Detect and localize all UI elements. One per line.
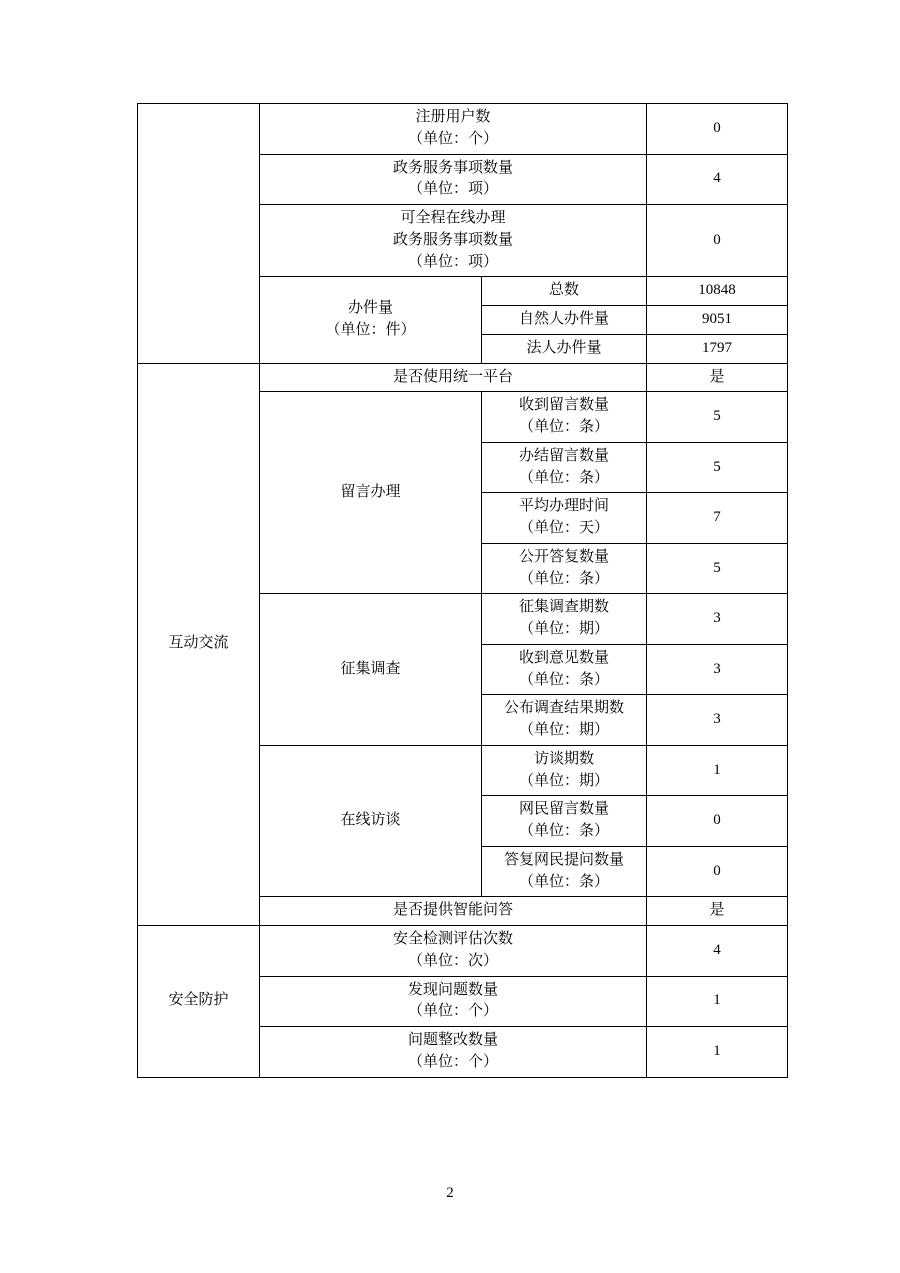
metric-label-line: 留言办理 bbox=[340, 483, 401, 500]
sub-metric-value: 1 bbox=[647, 745, 788, 796]
table-row bbox=[138, 926, 788, 977]
metric-label-group bbox=[260, 392, 482, 594]
metric-value: 1 bbox=[647, 1027, 788, 1078]
metric-label-line: 在线访谈 bbox=[340, 812, 401, 829]
sub-metric-label-line: 平均办理时间 bbox=[519, 498, 610, 515]
category-cell-security: 安全防护 bbox=[138, 926, 260, 1078]
metric-value: 是 bbox=[647, 363, 788, 392]
metric-label bbox=[260, 154, 647, 205]
sub-metric-label bbox=[482, 277, 647, 306]
metric-unit-line: （单位：个） bbox=[408, 1053, 499, 1070]
sub-metric-label-line: 总数 bbox=[549, 282, 580, 299]
sub-metric-value: 5 bbox=[647, 543, 788, 594]
sub-metric-label-line: 收到留言数量 bbox=[519, 397, 610, 414]
metric-label-line: 可全程在线办理 bbox=[400, 210, 506, 226]
sub-metric-unit-line: （单位：期） bbox=[519, 621, 610, 637]
sub-metric-label-line: 公开答复数量 bbox=[519, 548, 610, 565]
metric-unit-line: （单位：次） bbox=[408, 952, 499, 969]
metric-label-group bbox=[260, 594, 482, 746]
sub-metric-unit-line: （单位：期） bbox=[519, 722, 610, 738]
metric-label bbox=[260, 926, 647, 977]
table-row bbox=[138, 363, 788, 392]
sub-metric-unit-line: （单位：条） bbox=[519, 570, 610, 587]
sub-metric-value: 9051 bbox=[647, 306, 788, 335]
page-number: 2 bbox=[446, 1185, 454, 1201]
sub-metric-label bbox=[482, 392, 647, 443]
metric-unit-line: （单位：个） bbox=[408, 130, 499, 147]
metric-label-group bbox=[260, 277, 482, 363]
sub-metric-label bbox=[482, 306, 647, 335]
metric-label bbox=[260, 897, 647, 926]
metric-label bbox=[260, 104, 647, 155]
metric-label bbox=[260, 976, 647, 1027]
sub-metric-label-line: 公布调查结果期数 bbox=[504, 700, 625, 717]
metric-label-line: 注册用户数 bbox=[415, 109, 491, 125]
metric-value: 0 bbox=[647, 104, 788, 155]
sub-metric-label bbox=[482, 846, 647, 897]
metric-value: 4 bbox=[647, 926, 788, 977]
metric-label-line: 是否提供智能问答 bbox=[393, 902, 514, 919]
metric-label-line: 征集调查 bbox=[340, 660, 401, 677]
sub-metric-value: 5 bbox=[647, 392, 788, 443]
sub-metric-label-line: 访谈期数 bbox=[534, 750, 595, 767]
metric-unit-line: （单位：个） bbox=[408, 1003, 499, 1020]
metric-label bbox=[260, 205, 647, 277]
metric-value: 1 bbox=[647, 976, 788, 1027]
metric-label-line: 办件量 bbox=[347, 300, 393, 317]
sub-metric-unit-line: （单位：条） bbox=[519, 419, 610, 435]
sub-metric-label-line: 答复网民提问数量 bbox=[504, 851, 625, 868]
sub-metric-unit-line: （单位：条） bbox=[519, 469, 610, 486]
sub-metric-label bbox=[482, 334, 647, 363]
metric-label-line: 政务服务事项数量 bbox=[393, 159, 514, 176]
sub-metric-value: 3 bbox=[647, 594, 788, 645]
sub-metric-value: 3 bbox=[647, 695, 788, 746]
sub-metric-value: 10848 bbox=[647, 277, 788, 306]
sub-metric-label bbox=[482, 745, 647, 796]
sub-metric-label bbox=[482, 594, 647, 645]
sub-metric-unit-line: （单位：条） bbox=[519, 873, 610, 890]
sub-metric-value: 7 bbox=[647, 493, 788, 544]
sub-metric-label-line: 征集调查期数 bbox=[519, 599, 610, 616]
sub-metric-label-line: 法人办件量 bbox=[526, 339, 602, 356]
sub-metric-label bbox=[482, 695, 647, 746]
metric-label-line: 安全检测评估次数 bbox=[393, 931, 514, 947]
sub-metric-value: 0 bbox=[647, 846, 788, 897]
sub-metric-value: 1797 bbox=[647, 334, 788, 363]
metric-value: 是 bbox=[647, 897, 788, 926]
sub-metric-value: 3 bbox=[647, 644, 788, 695]
government-website-report-table bbox=[137, 103, 788, 1078]
metric-label bbox=[260, 1027, 647, 1078]
sub-metric-label-line: 网民留言数量 bbox=[519, 801, 610, 818]
metric-value: 4 bbox=[647, 154, 788, 205]
sub-metric-unit-line: （单位：天） bbox=[519, 520, 610, 536]
metric-unit-line: （单位：项） bbox=[408, 253, 499, 270]
metric-label-group bbox=[260, 745, 482, 897]
metric-label bbox=[260, 363, 647, 392]
sub-metric-unit-line: （单位：条） bbox=[519, 823, 610, 839]
sub-metric-unit-line: （单位：条） bbox=[519, 671, 610, 688]
metric-label-line: 政务服务事项数量 bbox=[393, 231, 514, 248]
table-row bbox=[138, 104, 788, 155]
sub-metric-label bbox=[482, 493, 647, 544]
sub-metric-label-line: 办结留言数量 bbox=[519, 447, 610, 464]
sub-metric-label bbox=[482, 796, 647, 847]
sub-metric-value: 5 bbox=[647, 442, 788, 493]
sub-metric-label bbox=[482, 442, 647, 493]
metric-value: 0 bbox=[647, 205, 788, 277]
sub-metric-label-line: 收到意见数量 bbox=[519, 649, 610, 666]
sub-metric-label-line: 自然人办件量 bbox=[519, 311, 610, 327]
metric-label-line: 是否使用统一平台 bbox=[393, 368, 514, 385]
metric-label-line: 发现问题数量 bbox=[408, 981, 499, 998]
metric-unit-line: （单位：项） bbox=[408, 181, 499, 198]
sub-metric-unit-line: （单位：期） bbox=[519, 772, 610, 789]
sub-metric-label bbox=[482, 644, 647, 695]
sub-metric-label bbox=[482, 543, 647, 594]
metric-label-line: 问题整改数量 bbox=[408, 1032, 499, 1048]
sub-metric-value: 0 bbox=[647, 796, 788, 847]
metric-unit-line: （单位：件） bbox=[325, 321, 416, 338]
report-table-wrapper bbox=[137, 103, 787, 1078]
category-cell-continued bbox=[138, 104, 260, 364]
category-cell-interaction: 互动交流 bbox=[138, 363, 260, 926]
